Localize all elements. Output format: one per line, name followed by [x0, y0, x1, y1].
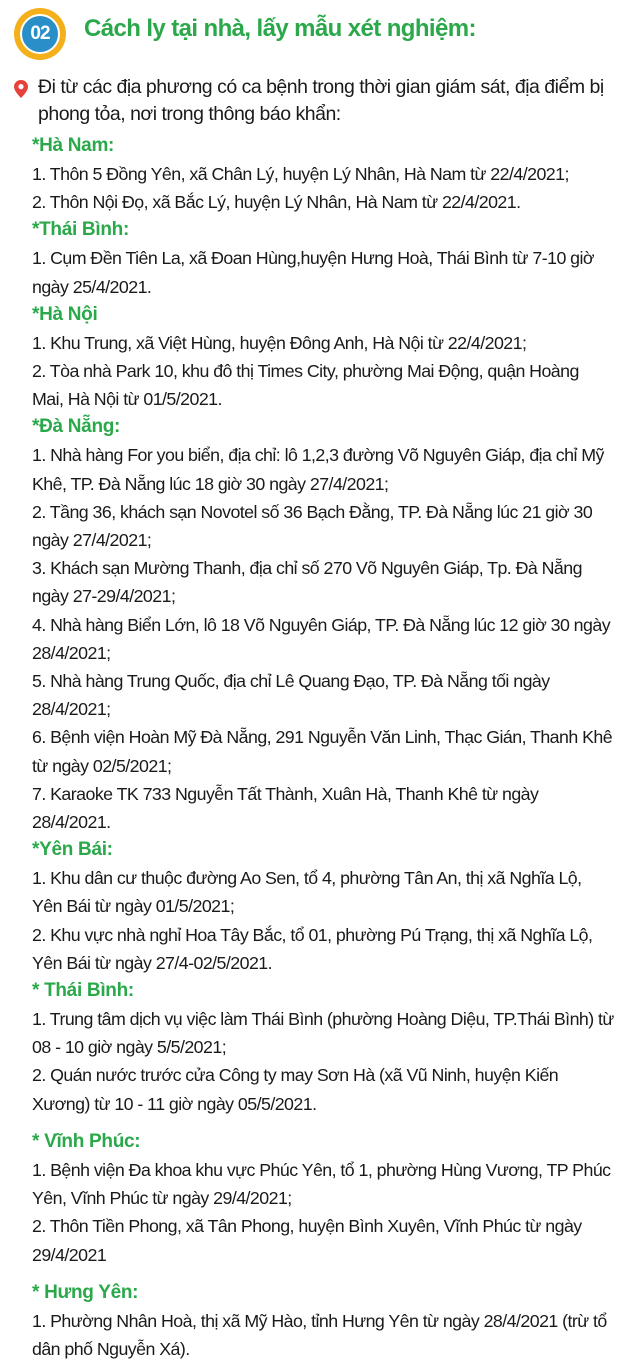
badge-inner-circle	[20, 14, 60, 54]
region-heading: * Thái Bình:	[32, 980, 134, 1002]
location-item: 1. Cụm Đền Tiên La, xã Đoan Hùng,huyện Hưng Hoà, Thái Bình từ 7-10 giờ ngày 25/4/2021.	[32, 248, 595, 297]
region-section	[32, 301, 614, 414]
location-item: 6. Bệnh viện Hoàn Mỹ Đà Nẵng, 291 Nguyễn Văn Linh, Thạc Gián, Thanh Khê từ ngày 02/5/2021;	[32, 727, 613, 776]
region-heading: *Yên Bái:	[32, 839, 113, 861]
location-item: 1. Khu dân cư thuộc đường Ao Sen, tổ 4, phường Tân An, thị xã Nghĩa Lộ, Yên Bái từ ngày 01/5/2021;	[32, 868, 582, 917]
location-item: 7. Karaoke TK 733 Nguyễn Tất Thành, Xuân Hà, Thanh Khê từ ngày 28/4/2021.	[32, 783, 539, 833]
location-item: 1. Nhà hàng For you biển, địa chỉ: lô 1,2,3 đường Võ Nguyên Giáp, địa chỉ Mỹ Khê, TP. Đà Nẵng lúc 18 giờ 30 ngày 27/4/2021;	[32, 445, 604, 494]
location-pin-icon	[14, 80, 28, 98]
region-section	[32, 1128, 614, 1269]
location-item: 1. Trung tâm dịch vụ việc làm Thái Bình (phường Hoàng Diệu, TP.Thái Bình) từ 08 - 10 giờ ngày 5/5/2021;	[32, 1009, 614, 1058]
location-item: 2. Thôn Nội Đọ, xã Bắc Lý, huyện Lý Nhân, Hà Nam từ 22/4/2021.	[32, 192, 521, 213]
region-section	[32, 836, 614, 977]
region-heading: * Hưng Yên:	[32, 1281, 139, 1303]
location-item: 1. Khu Trung, xã Việt Hùng, huyện Đông Anh, Hà Nội từ 22/4/2021;	[32, 332, 527, 353]
region-heading: *Hà Nội	[32, 303, 98, 325]
region-section	[32, 1279, 614, 1363]
section-spacer	[32, 1269, 614, 1279]
location-item: 5. Nhà hàng Trung Quốc, địa chỉ Lê Quang Đạo, TP. Đà Nẵng tối ngày 28/4/2021;	[32, 671, 550, 720]
location-item: 2. Tầng 36, khách sạn Novotel số 36 Bạch Đằng, TP. Đà Nẵng lúc 21 giờ 30 ngày 27/4/2021;	[32, 501, 593, 551]
section-title: Cách ly tại nhà, lấy mẫu xét nghiệm:	[84, 15, 476, 42]
section-spacer	[32, 1118, 614, 1128]
location-list	[32, 132, 614, 1363]
badge-number: 02	[30, 23, 50, 44]
region-heading: *Thái Bình:	[32, 219, 129, 241]
location-item: 3. Khách sạn Mường Thanh, địa chỉ số 270 Võ Nguyên Giáp, Tp. Đà Nẵng ngày 27-29/4/2021;	[32, 558, 582, 607]
header	[0, 0, 628, 70]
region-heading: *Đà Nẵng:	[32, 416, 121, 438]
location-item: 4. Nhà hàng Biển Lớn, lô 18 Võ Nguyên Giáp, TP. Đà Nẵng lúc 12 giờ 30 ngày 28/4/2021;	[32, 614, 611, 663]
intro-text: Đi từ các địa phương có ca bệnh trong thời gian giám sát, địa điểm bị phong tỏa, nơi trong thông báo khẩn:	[38, 76, 604, 125]
region-heading: * Vĩnh Phúc:	[32, 1130, 141, 1152]
region-heading: *Hà Nam:	[32, 135, 115, 156]
location-item: 2. Khu vực nhà nghỉ Hoa Tây Bắc, tổ 01, phường Pú Trạng, thị xã Nghĩa Lộ, Yên Bái từ ngày 27/4-02/5/2021.	[32, 924, 593, 973]
section-number-badge	[14, 8, 66, 60]
location-item: 1. Thôn 5 Đồng Yên, xã Chân Lý, huyện Lý Nhân, Hà Nam từ 22/4/2021;	[32, 164, 569, 184]
intro-paragraph	[14, 74, 614, 128]
location-item: 2. Quán nước trước cửa Công ty may Sơn Hà (xã Vũ Ninh, huyện Kiến Xương) từ 10 - 11 giờ ngày 05/5/2021.	[32, 1065, 559, 1114]
region-section	[32, 977, 614, 1118]
region-section	[32, 216, 614, 300]
location-item: 1. Bệnh viện Đa khoa khu vực Phúc Yên, tổ 1, phường Hùng Vương, TP Phúc Yên, Vĩnh Phúc từ ngày 29/4/2021;	[32, 1159, 611, 1209]
region-section	[32, 413, 614, 836]
location-item: 1. Phường Nhân Hoà, thị xã Mỹ Hào, tỉnh Hưng Yên từ ngày 28/4/2021 (trừ tổ dân phố Nguyễn Xá).	[32, 1310, 607, 1359]
location-item: 2. Thôn Tiền Phong, xã Tân Phong, huyện Bình Xuyên, Vĩnh Phúc từ ngày 29/4/2021	[32, 1216, 582, 1265]
region-section	[32, 132, 614, 216]
location-item: 2. Tòa nhà Park 10, khu đô thị Times City, phường Mai Động, quận Hoàng Mai, Hà Nội từ 01/5/2021.	[32, 361, 579, 410]
